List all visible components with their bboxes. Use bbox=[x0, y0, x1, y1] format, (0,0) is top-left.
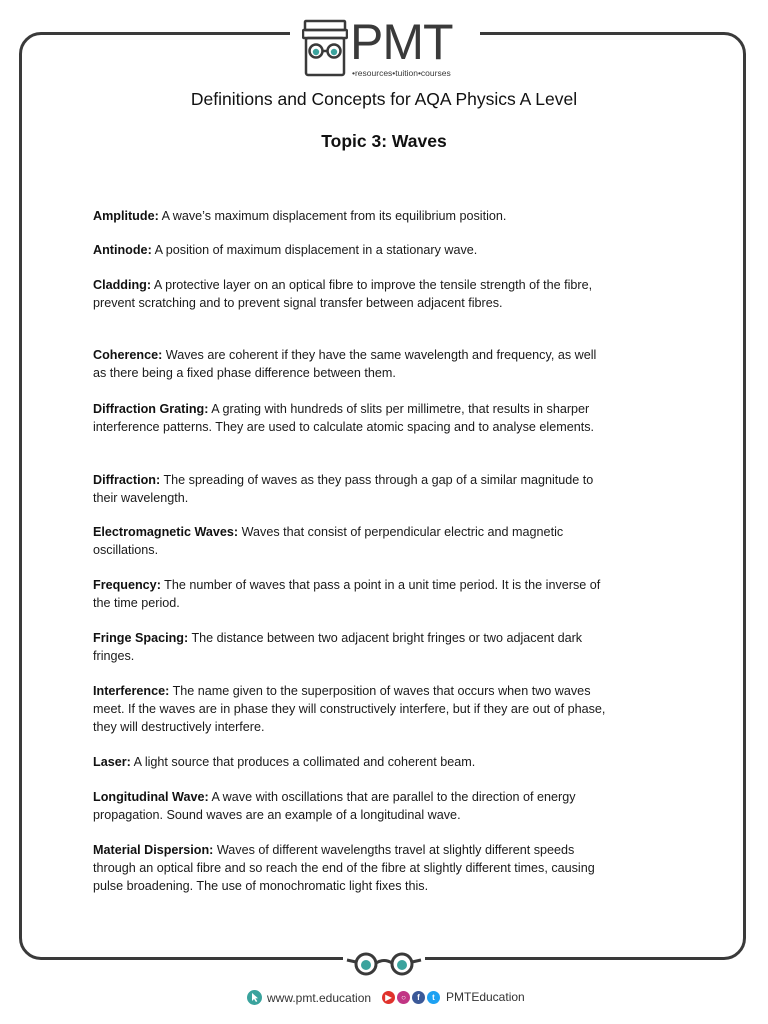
definition-entry bbox=[93, 576, 613, 612]
definition-text: A wave’s maximum displacement from its equilibrium position. bbox=[158, 209, 507, 223]
social-handle[interactable]: PMTEducation bbox=[446, 990, 525, 1004]
definition-entry bbox=[93, 523, 613, 559]
document-title: Definitions and Concepts for AQA Physics A Level bbox=[190, 89, 578, 109]
definition-text: The spreading of waves as they pass through a gap of a similar magnitude to their wavelength. bbox=[93, 473, 594, 505]
definition-term: Diffraction Grating: bbox=[93, 402, 209, 416]
definition-text: The distance between two adjacent bright fringes or two adjacent dark fringes. bbox=[93, 631, 583, 663]
definition-entry bbox=[93, 346, 613, 382]
definition-term: Material Dispersion: bbox=[93, 843, 214, 857]
definition-term: Amplitude: bbox=[93, 209, 159, 223]
definition-text: A position of maximum displacement in a stationary wave. bbox=[151, 243, 478, 257]
definition-text: A protective layer on an optical fibre to improve the tensile strength of the fibre, prevent scratching and to prevent signal transfer between adjacent fibres. bbox=[93, 278, 593, 310]
definition-term: Longitudinal Wave: bbox=[93, 790, 209, 804]
definition-text: A light source that produces a collimated and coherent beam. bbox=[130, 755, 476, 769]
definition-entry bbox=[93, 682, 613, 736]
definition-term: Laser: bbox=[93, 755, 131, 769]
definition-term: Frequency: bbox=[93, 578, 161, 592]
definition-text: Waves that consist of perpendicular electric and magnetic oscillations. bbox=[93, 525, 564, 557]
book-glasses-logo-icon bbox=[302, 18, 348, 78]
instagram-icon[interactable]: ○ bbox=[397, 991, 410, 1004]
cursor-icon bbox=[247, 990, 262, 1005]
definition-term: Coherence: bbox=[93, 348, 163, 362]
definition-entry bbox=[93, 841, 613, 895]
definition-entry bbox=[93, 788, 613, 824]
definition-entry bbox=[93, 753, 613, 771]
facebook-icon[interactable]: f bbox=[412, 991, 425, 1004]
page-footer bbox=[0, 990, 768, 1008]
website-link[interactable]: www.pmt.education bbox=[267, 990, 372, 1005]
definition-entry bbox=[93, 400, 613, 436]
definition-term: Cladding: bbox=[93, 278, 152, 292]
glasses-icon bbox=[343, 948, 425, 978]
footer-social bbox=[382, 990, 525, 1004]
logo-tagline: •resources•tuition•courses bbox=[352, 68, 451, 78]
definition-entry bbox=[93, 207, 613, 225]
document-subtitle: Topic 3: Waves bbox=[321, 131, 447, 151]
definition-text: The name given to the superposition of waves that occurs when two waves meet. If the waves are in phase they will constructively interfere, but if they are out of phase, they will destructively interfere. bbox=[93, 684, 606, 734]
definition-entry bbox=[93, 471, 613, 507]
definition-entry bbox=[93, 241, 613, 259]
youtube-icon[interactable]: ▶ bbox=[382, 991, 395, 1004]
definition-entry bbox=[93, 629, 613, 665]
definition-term: Interference: bbox=[93, 684, 170, 698]
definition-term: Fringe Spacing: bbox=[93, 631, 189, 645]
definition-text: A grating with hundreds of slits per millimetre, that results in sharper interference patterns. They are used to calculate atomic spacing and to analyse elements. bbox=[93, 402, 595, 434]
pmt-logo bbox=[290, 12, 480, 82]
definition-term: Electromagnetic Waves: bbox=[93, 525, 239, 539]
definition-text: Waves of different wavelengths travel at slightly different speeds through an optical fibre and so reach the end of the fibre at slightly different times, causing pulse broadening. The use of monochromatic light fixes this. bbox=[93, 843, 595, 893]
definition-text: A wave with oscillations that are parallel to the direction of energy propagation. Sound waves are an example of a longitudinal wave. bbox=[93, 790, 576, 822]
logo-text: PMT bbox=[350, 14, 453, 70]
definition-entry bbox=[93, 276, 613, 312]
definition-text: The number of waves that pass a point in a unit time period. It is the inverse of the time period. bbox=[93, 578, 601, 610]
twitter-icon[interactable]: t bbox=[427, 991, 440, 1004]
definition-text: Waves are coherent if they have the same wavelength and frequency, as well as there being a fixed phase difference between them. bbox=[93, 348, 597, 380]
footer-website[interactable] bbox=[247, 990, 371, 1005]
definition-term: Antinode: bbox=[93, 243, 152, 257]
definition-term: Diffraction: bbox=[93, 473, 161, 487]
